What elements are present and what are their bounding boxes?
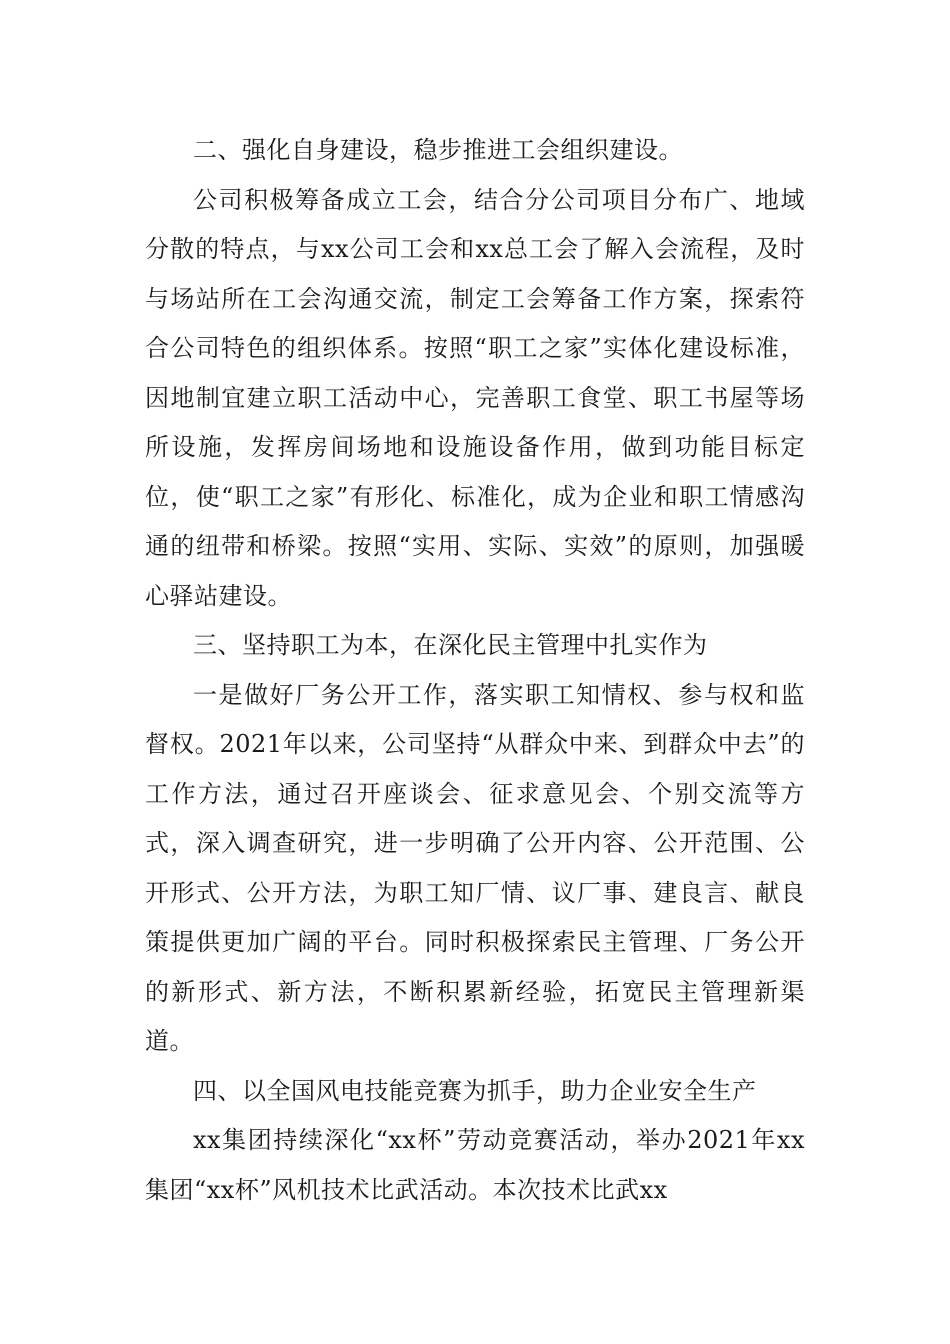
section-heading-3: 三、坚持职工为本，在深化民主管理中扎实作为 [193,631,708,659]
section-heading-4: 四、以全国风电技能竞赛为抓手，助力企业安全生产 [193,1076,757,1105]
paragraph-labor-competition: xx集团持续深化“xx杯”劳动竞赛活动，举办2021年xx集团“xx杯”风机技术比武活动。本次技术比武xx [145,1126,805,1204]
paragraph-factory-affairs: 一是做好厂务公开工作，落实职工知情权、参与权和监督权。2021年以来，公司坚持“从群众中来、到群众中去”的工作方法，通过召开座谈会、征求意见会、个别交流等方式，深入调查研究，进一步明确了公开内容、公开范围、公开形式、公开方法，为职工知厂情、议厂事、建良言、献良策提供更加广阔的平台。同时积极探索民主管理、厂务公开的新形式、新方法，不断积累新经验，拓宽民主管理新渠道。 [145,680,805,1055]
document-body [145,126,805,1215]
section-heading-2: 二、强化自身建设，稳步推进工会组织建设。 [193,136,683,164]
paragraph-union-building: 公司积极筹备成立工会，结合分公司项目分布广、地域分散的特点，与xx公司工会和xx总工会了解入会流程，及时与场站所在工会沟通交流，制定工会筹备工作方案，探索符合公司特色的组织体系。按照“职工之家”实体化建设标准，因地制宜建立职工活动中心，完善职工食堂、职工书屋等场所设施，发挥房间场地和设施设备作用，做到功能目标定位，使“职工之家”有形化、标准化，成为企业和职工情感沟通的纽带和桥梁。按照“实用、实际、实效”的原则，加强暖心驿站建设。 [145,185,805,610]
